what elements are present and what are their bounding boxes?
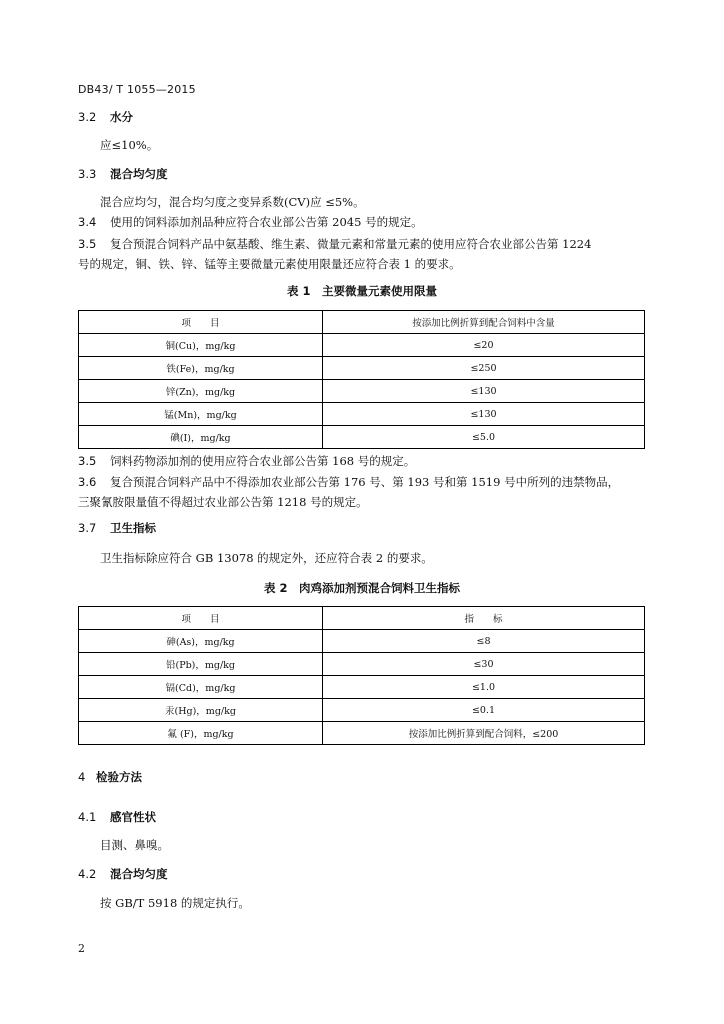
section-number: 3.7 — [78, 521, 97, 535]
table-cell: 锌(Zn)，mg/kg — [79, 380, 323, 403]
section-3-5-line1 — [78, 236, 591, 252]
table-cell: 砷(As)，mg/kg — [79, 630, 323, 653]
section-number: 3.5 — [78, 237, 97, 251]
table-2 — [78, 606, 645, 745]
table-cell: ≤30 — [323, 653, 645, 676]
section-3-3-heading — [78, 166, 168, 182]
section-number: 4 — [78, 770, 86, 784]
table-cell: ≤250 — [323, 357, 645, 380]
section-4-1-heading — [78, 809, 156, 825]
table-row — [79, 653, 645, 676]
document-code: DB43/ T 1055—2015 — [78, 83, 196, 96]
section-title: 水分 — [110, 110, 133, 124]
table-cell: 汞(Hg)，mg/kg — [79, 699, 323, 722]
table-cell: 镉(Cd)，mg/kg — [79, 676, 323, 699]
section-3-6-line2: 三聚氰胺限量值不得超过农业部公告第 1218 号的规定。 — [78, 495, 368, 509]
section-title: 检验方法 — [96, 770, 142, 784]
table-row — [79, 676, 645, 699]
section-3-2-text: 应≤10%。 — [100, 138, 159, 152]
table-cell: ≤1.0 — [323, 676, 645, 699]
section-3-2-heading — [78, 109, 133, 125]
section-3-3-text: 混合应均匀，混合均匀度之变异系数(CV)应 ≤5%。 — [100, 195, 365, 209]
section-3-7-text: 卫生指标除应符合 GB 13078 的规定外，还应符合表 2 的要求。 — [100, 551, 433, 565]
table-header-cell: 按添加比例折算到配合饲料中含量 — [323, 311, 645, 334]
table-header-row — [79, 311, 645, 334]
table-row — [79, 426, 645, 449]
section-4-heading — [78, 769, 142, 785]
table-header-cell: 项 目 — [79, 607, 323, 630]
table-header-cell: 指 标 — [323, 607, 645, 630]
table-1-caption: 表 1 主要微量元素使用限量 — [286, 284, 437, 298]
section-3-4 — [78, 214, 423, 230]
section-title: 混合均匀度 — [110, 867, 168, 881]
table-row — [79, 722, 645, 745]
table-row — [79, 403, 645, 426]
page-number: 2 — [78, 942, 85, 955]
section-text: 复合预混合饲料产品中氨基酸、维生素、微量元素和常量元素的使用应符合农业部公告第 1224 — [110, 237, 592, 251]
section-text: 使用的饲料添加剂品种应符合农业部公告第 2045 号的规定。 — [110, 215, 423, 229]
section-number: 3.2 — [78, 110, 97, 124]
section-3-6-line1 — [78, 474, 619, 490]
table-cell: ≤20 — [323, 334, 645, 357]
section-3-7-heading — [78, 520, 156, 536]
table-cell: ≤5.0 — [323, 426, 645, 449]
table-cell: ≤130 — [323, 403, 645, 426]
section-4-1-text: 目测、鼻嗅。 — [100, 838, 169, 852]
table-header-cell: 项 目 — [79, 311, 323, 334]
section-text: 复合预混合饲料产品中不得添加农业部公告第 176 号、第 193 号和第 1519 号中所列的违禁物品， — [110, 475, 620, 489]
section-number: 3.5 — [78, 454, 97, 468]
section-title: 混合均匀度 — [110, 167, 168, 181]
table-cell: 铅(Pb)，mg/kg — [79, 653, 323, 676]
section-number: 3.3 — [78, 167, 97, 181]
table-row — [79, 334, 645, 357]
section-title: 感官性状 — [110, 810, 156, 824]
section-number: 4.1 — [78, 810, 97, 824]
table-2-caption: 表 2 肉鸡添加剂预混合饲料卫生指标 — [263, 581, 460, 595]
table-cell: 锰(Mn)，mg/kg — [79, 403, 323, 426]
table-row — [79, 357, 645, 380]
table-header-row — [79, 607, 645, 630]
table-row — [79, 699, 645, 722]
table-cell: 按添加比例折算到配合饲料，≤200 — [323, 722, 645, 745]
table-cell: 铁(Fe)，mg/kg — [79, 357, 323, 380]
section-title: 卫生指标 — [110, 521, 156, 535]
table-cell: ≤0.1 — [323, 699, 645, 722]
section-3-5-line2: 号的规定，铜、铁、锌、锰等主要微量元素使用限量还应符合表 1 的要求。 — [78, 257, 461, 271]
section-4-2-text: 按 GB/T 5918 的规定执行。 — [100, 896, 250, 910]
section-3-5b — [78, 453, 415, 469]
table-cell: 氟 (F)，mg/kg — [79, 722, 323, 745]
section-number: 4.2 — [78, 867, 97, 881]
section-4-2-heading — [78, 866, 168, 882]
section-number: 3.6 — [78, 475, 97, 489]
table-cell: 铜(Cu)，mg/kg — [79, 334, 323, 357]
table-1 — [78, 310, 645, 449]
section-number: 3.4 — [78, 215, 97, 229]
table-row — [79, 630, 645, 653]
table-row — [79, 380, 645, 403]
table-cell: ≤130 — [323, 380, 645, 403]
section-text: 饲料药物添加剂的使用应符合农业部公告第 168 号的规定。 — [110, 454, 416, 468]
table-cell: 碘(I)，mg/kg — [79, 426, 323, 449]
table-cell: ≤8 — [323, 630, 645, 653]
